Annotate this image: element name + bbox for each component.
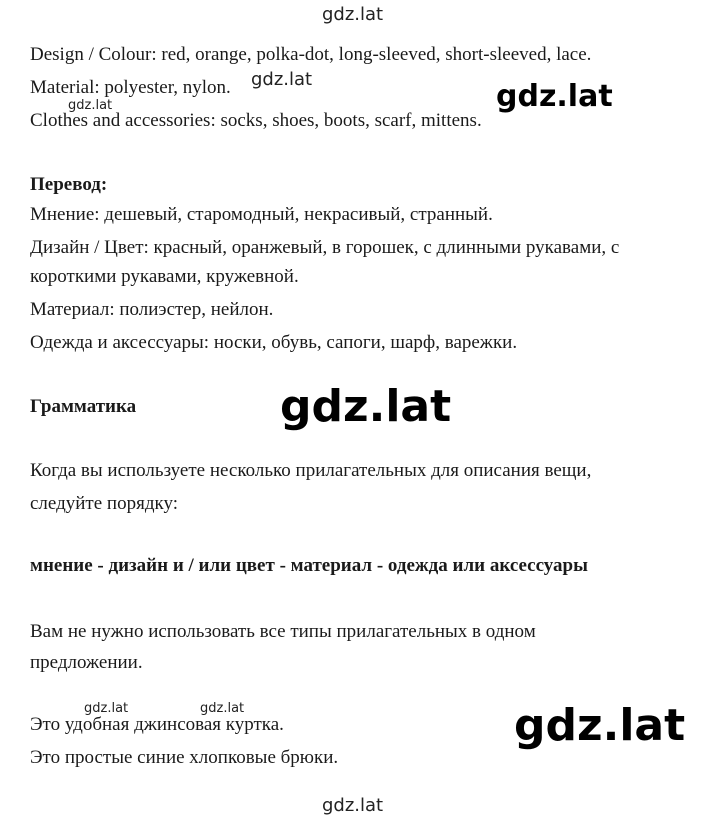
translation-clothes-line: Одежда и аксессуары: носки, обувь, сапоги, шарф, варежки. [30, 332, 518, 353]
english-design-colour-line: Design / Colour: red, orange, polka-dot, long-sleeved, short-sleeved, lace. [30, 44, 592, 65]
grammar-intro-line-2: следуйте порядку: [30, 493, 178, 514]
grammar-note-line-2: предложении. [30, 652, 143, 673]
watermark-small-3: gdz.lat [84, 701, 129, 716]
grammar-order-rule: мнение - дизайн и / или цвет - материал - одежда или аксессуары [30, 555, 588, 576]
grammar-intro-line-1: Когда вы используете несколько прилагательных для описания вещи, [30, 460, 592, 481]
watermark-large-2: gdz.lat [514, 700, 686, 751]
grammar-heading: Грамматика [30, 396, 137, 417]
translation-design-line-1: Дизайн / Цвет: красный, оранжевый, в горошек, с длинными рукавами, с [30, 237, 620, 258]
translation-opinion-line: Мнение: дешевый, старомодный, некрасивый, странный. [30, 204, 493, 225]
watermark-medium-1: gdz.lat [496, 79, 613, 114]
english-material-line: Material: polyester, nylon. [30, 77, 231, 98]
grammar-example-1: Это удобная джинсовая куртка. [30, 714, 284, 735]
grammar-example-2: Это простые синие хлопковые брюки. [30, 747, 339, 768]
translation-design-line-2: короткими рукавами, кружевной. [30, 266, 299, 287]
watermark-large-1: gdz.lat [280, 381, 452, 432]
translation-material-line: Материал: полиэстер, нейлон. [30, 299, 274, 320]
watermark-top: gdz.lat [322, 4, 384, 25]
grammar-note-line-1: Вам не нужно использовать все типы прилагательных в одном [30, 621, 536, 642]
watermark-small-1: gdz.lat [251, 69, 313, 90]
watermark-small-2: gdz.lat [68, 98, 113, 113]
translation-heading: Перевод: [30, 174, 108, 195]
watermark-small-4: gdz.lat [200, 701, 245, 716]
watermark-bottom: gdz.lat [322, 795, 384, 816]
english-clothes-line: Clothes and accessories: socks, shoes, boots, scarf, mittens. [30, 110, 482, 131]
